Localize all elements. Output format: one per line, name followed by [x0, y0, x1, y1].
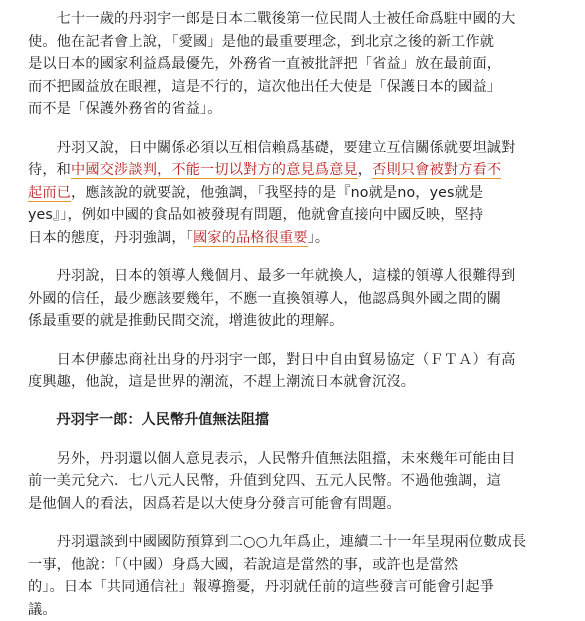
- text-line: 度興趣，他說，這是世界的潮流，不趕上潮流日本就會沉沒。: [28, 371, 555, 394]
- paragraph-2: [28, 137, 555, 250]
- text-line: 是以日本的國家利益爲最優先，外務省一直被批評把「省益」放在最前面，: [28, 53, 555, 76]
- highlighted-phrase: 國家的品格很重要: [193, 230, 308, 247]
- text-line: 丹羽說，日本的領導人幾個月、最多一年就換人，這樣的領導人很難得到: [28, 265, 555, 288]
- text-line: 使。他在記者會上說，「愛國」是他的最重要理念，到北京之後的新工作就: [28, 31, 555, 54]
- text-line: 外國的信任，最少應該要幾年，不應一直換領導人，他認爲與外國之間的關: [28, 288, 555, 311]
- text-line: [28, 159, 555, 182]
- text-line: 的」。日本「共同通信社」報導擔憂，丹羽就任前的這些發言可能會引起爭: [28, 576, 555, 599]
- paragraph-4: [28, 349, 555, 394]
- text-line: 七十一歲的丹羽宇一郎是日本二戰後第一位民間人士被任命爲駐中國的大: [28, 8, 555, 31]
- text-line: 議。: [28, 599, 555, 621]
- section-heading: 丹羽宇一郎：人民幣升值無法阻擋: [28, 410, 555, 430]
- text-line: 日本伊藤忠商社出身的丹羽宇一郎，對日中自由貿易協定（ＦＴＡ）有高: [28, 349, 555, 372]
- text-segment: 待，和: [28, 162, 71, 178]
- paragraph-1: [28, 8, 555, 121]
- text-line: [28, 227, 555, 250]
- text-line: 另外，丹羽還以個人意見表示，人民幣升值無法阻擋，未來幾年可能由目: [28, 448, 555, 471]
- paragraph-5: [28, 448, 555, 516]
- highlighted-phrase: 起而已: [28, 185, 71, 202]
- text-line: 是他個人的看法，因爲若是以大使身分發言可能會有問題。: [28, 493, 555, 516]
- text-line: 而不是「保護外務省的省益」。: [28, 98, 555, 121]
- text-line: 丹羽又說，日中關係必須以互相信賴爲基礎，要建立互信關係就要坦誠對: [28, 137, 555, 160]
- text-line: [28, 182, 555, 205]
- text-segment: 」。: [308, 230, 330, 246]
- text-line: 丹羽還談到中國國防預算到二○○九年爲止，連續二十一年呈現兩位數成長: [28, 531, 555, 554]
- highlighted-phrase: 中國交涉談判，不能一切以對方的意見爲意見: [71, 162, 358, 179]
- text-line: 一事，他說：「（中國）身爲大國，若說這是當然的事，或許也是當然: [28, 554, 555, 577]
- text-segment: 日本的態度，丹羽強調，「: [28, 230, 193, 246]
- highlighted-phrase: 否則只會被對方看不: [372, 162, 501, 179]
- text-line: 係最重要的就是推動民間交流，增進彼此的理解。: [28, 310, 555, 333]
- text-line: 前一美元兌六．七八元人民幣，升值到兌四、五元人民幣。不過他強調，這: [28, 470, 555, 493]
- paragraph-6: [28, 531, 555, 621]
- text-line: yes』」，例如中國的食品如被發現有問題，他就會直接向中國反映，堅持: [28, 204, 555, 227]
- text-line: 而不把國益放在眼裡，這是不行的，這次他出任大使是「保護日本的國益」: [28, 76, 555, 99]
- text-segment: ，應該說的就要說，他強調，「我堅持的是『no就是no，yes就是: [71, 185, 483, 201]
- text-segment: ，: [358, 162, 372, 178]
- paragraph-3: [28, 265, 555, 333]
